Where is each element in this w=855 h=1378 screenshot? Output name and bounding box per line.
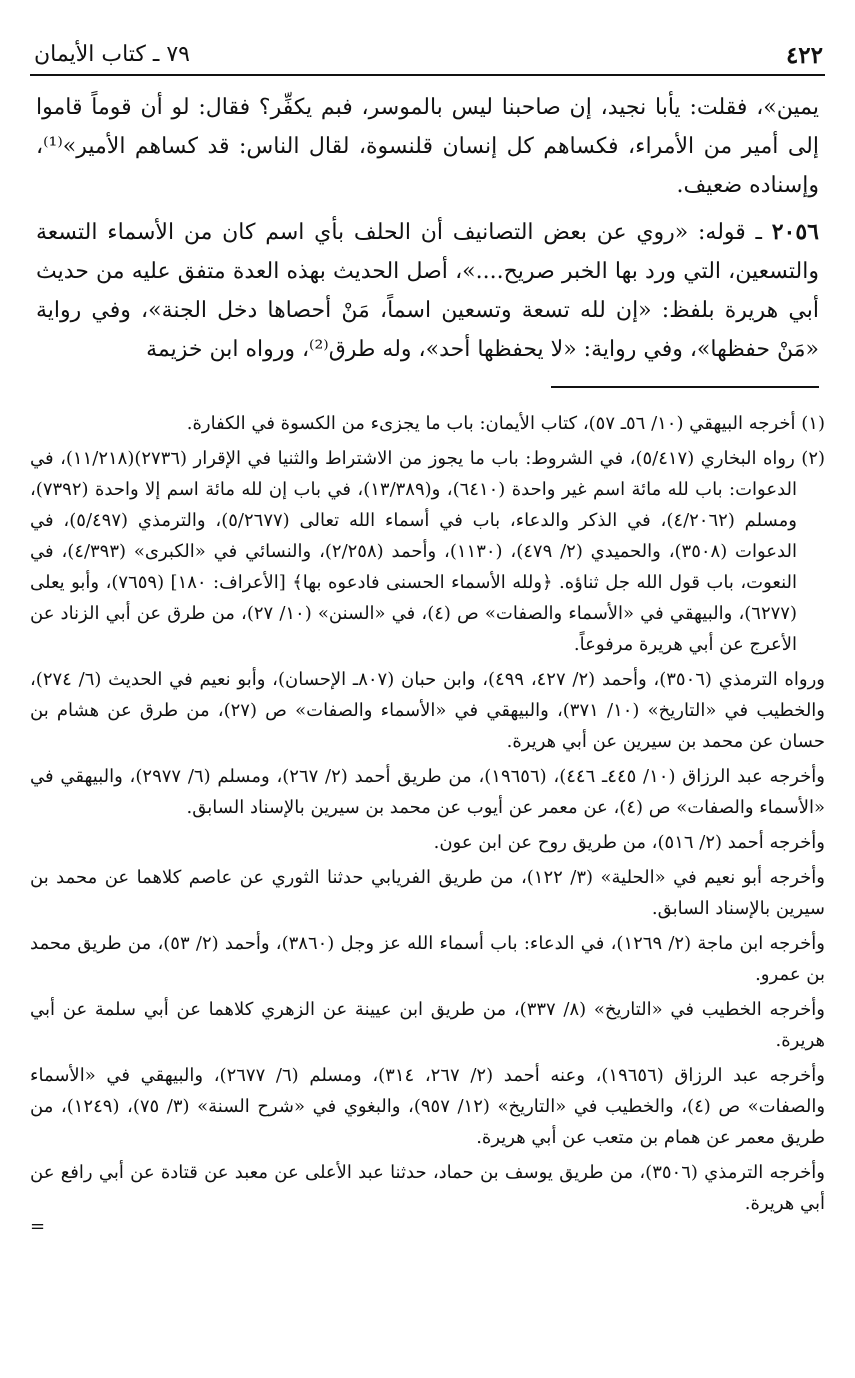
footnote-1: (١) أخرجه البيهقي (١٠/ ٥٦ـ ٥٧)، كتاب الأيمان: باب ما يجزىء من الكسوة في الكفارة. xyxy=(186,413,825,434)
footnotes xyxy=(30,408,825,1223)
paragraph-2056 xyxy=(36,213,819,369)
footnote-paragraph: وأخرجه أبو نعيم في «الحلية» (٣/ ١٢٢)، من طريق الفريابي حدثنا الثوري عن عاصم كلاهما عن محمد بن سيرين بالإسناد السابق. xyxy=(30,867,825,919)
footnote-paragraph: وأخرجه الخطيب في «التاريخ» (٨/ ٣٣٧)، من طريق ابن عيينة عن الزهري كلاهما عن أبي سلمة عن أبي هريرة. xyxy=(30,999,825,1051)
entry-number: ٢٠٥٦ xyxy=(771,219,819,245)
paragraph-text: ـ قوله: «روي عن بعض التصانيف أن الحلف بأي اسم كان من الأسماء التسعة والتسعين، التي ورد بها الخبر صريح....»، أصل الحديث بهذه العدة متفق عليه من حديث أبي هريرة بلفظ: «إن لله تسعة وتسعين اسماً، مَنْ أحصاها دخل الجنة»، وفي رواية «مَنْ حفظها»، وفي رواية: «لا يحفظها أحد»، وله طرق⁽²⁾، ورواه ابن خزيمة xyxy=(36,220,819,362)
running-title: ٧٩ ـ كتاب الأيمان xyxy=(34,42,190,67)
header-rule xyxy=(30,74,825,76)
main-text xyxy=(36,88,819,377)
footnote-paragraph: وأخرجه عبد الرزاق (١٩٦٥٦)، وعنه أحمد (٢/ ٢٦٧، ٣١٤)، ومسلم (٦/ ٢٦٧٧)، والبيهقي في «الأسماء والصفات» ص (٤)، والخطيب في «التاريخ» (١٢/ ٩٥٧)، والبغوي في «شرح السنة» (٣/ ٧٥)، (١٢٤٩)، من طريق معمر عن همام بن متعب عن أبي هريرة. xyxy=(30,1065,826,1148)
footnote-paragraph: وأخرجه الترمذي (٣٥٠٦)، من طريق يوسف بن حماد، حدثنا عبد الأعلى عن معبد عن قتادة عن أبي رافع عن أبي هريرة. xyxy=(30,1162,825,1214)
paragraph: يمين»، فقلت: يأبا نجيد، إن صاحبنا ليس بالموسر، فبم يكفِّر؟ فقال: لو أن قوماً قاموا إلى أمير من الأمراء، فكساهم كل إنسان قلنسوة، لقال الناس: قد كساهم الأمير»⁽¹⁾، وإسناده ضعيف. xyxy=(36,95,819,198)
footnote-2: (٢) رواه البخاري (٥/٤١٧)، في الشروط: باب ما يجوز من الاشتراط والثنيا في الإقرار (٢٧٣٦)(١١/٢١٨)، في الدعوات: باب لله مائة اسم غير واحدة (٦٤١٠)، و(١٣/٣٨٩)، في باب إن لله مائة اسم إلا واحدة (٧٣٩٢)، ومسلم (٤/٢٠٦٢)، في الذكر والدعاء، باب في أسماء الله تعالى (٥/٢٦٧٧)، والترمذي (٥/٤٩٧)، في الدعوات (٣٥٠٨)، والحميدي (٢/ ٤٧٩)، (١١٣٠)، وأحمد (٢/٢٥٨)، والنسائي في «الكبرى» (٤/٣٩٣)، في النعوت، باب قول الله جل ثناؤه. ﴿ولله الأسماء الحسنى فادعوه بها﴾ [الأعراف: ١٨٠] (٧٦٥٩)، وأبو يعلى (٦٢٧٧)، والبيهقي في «الأسماء والصفات» ص (٤)، في «السنن» (١٠/ ٢٧)، من طرق عن أبي الزناد عن الأعرج عن أبي هريرة مرفوعاً. xyxy=(30,448,826,655)
footnote-paragraph: وأخرجه ابن ماجة (٢/ ١٢٦٩)، في الدعاء: باب أسماء الله عز وجل (٣٨٦٠)، وأحمد (٢/ ٥٣)، من طريق محمد بن عمرو. xyxy=(30,933,825,985)
continuation-mark: = xyxy=(30,1216,46,1237)
footnote-paragraph: وأخرجه أحمد (٢/ ٥١٦)، من طريق روح عن ابن عون. xyxy=(433,832,825,853)
footnote-rule xyxy=(551,386,819,388)
footnote-paragraph: وأخرجه عبد الرزاق (١٠/ ٤٤٥ـ ٤٤٦)، (١٩٦٥٦)، من طريق أحمد (٢/ ٢٦٧)، ومسلم (٦/ ٢٩٧٧)، والبيهقي في «الأسماء والصفات» ص (٤)، عن معمر عن أيوب عن محمد بن سيرين بالإسناد السابق. xyxy=(30,766,825,818)
page-number: ٤٢٢ xyxy=(785,42,823,69)
footnote-paragraph: ورواه الترمذي (٣٥٠٦)، وأحمد (٢/ ٤٢٧، ٤٩٩)، وابن حبان (٨٠٧ـ الإحسان)، وأبو نعيم في الحديث (٦/ ٢٧٤)، والخطيب في «التاريخ» (١٠/ ٣٧١)، والبيهقي في «الأسماء والصفات» ص (٢٧)، من طرق عن هشام بن حسان عن محمد بن سيرين عن أبي هريرة. xyxy=(30,669,825,752)
page-header xyxy=(28,42,827,72)
